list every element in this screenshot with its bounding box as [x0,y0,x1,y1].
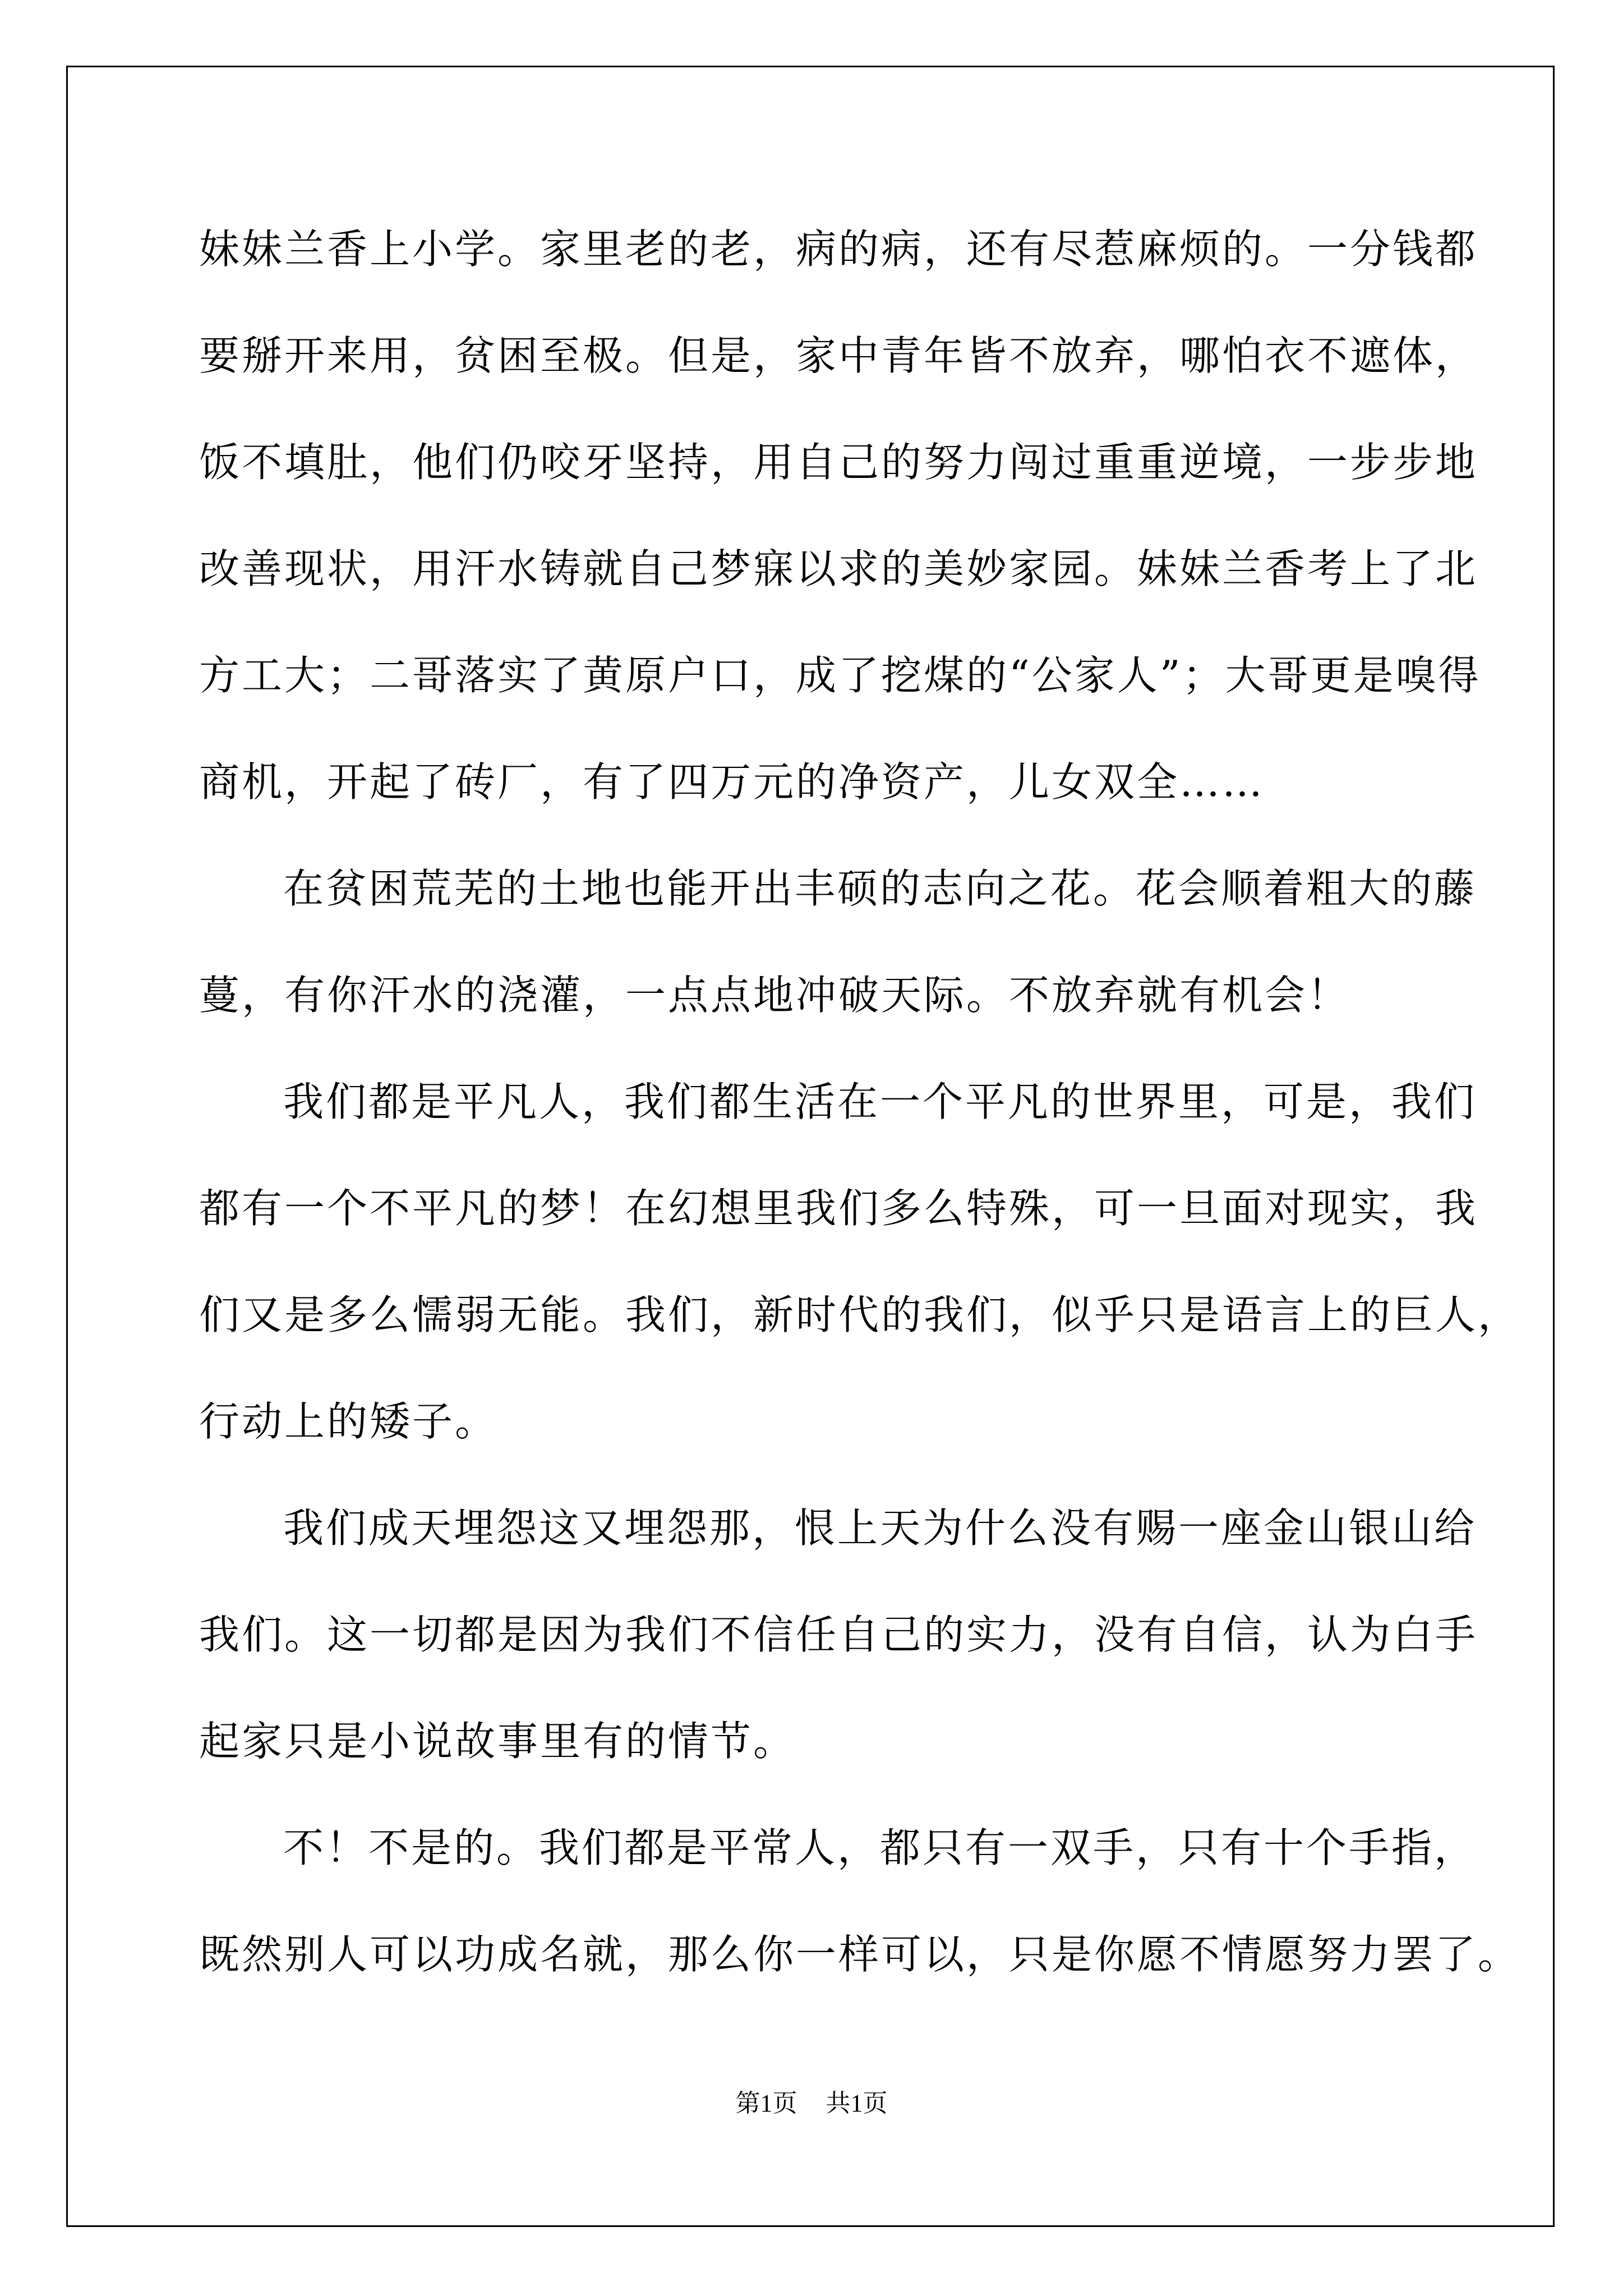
text-line: 方工大；二哥落实了黄原户口，成了挖煤的“公家人”；大哥更是嗅得 [199,652,1481,699]
text-line: 改善现状，用汗水铸就自己梦寐以求的美妙家园。妹妹兰香考上了北 [199,545,1478,592]
page-total: 共1页 [826,2090,888,2117]
text-line: 我们。这一切都是因为我们不信任自己的实力，没有自信，认为白手 [199,1611,1478,1658]
text-line: 蔓，有你汗水的浇灌，一点点地冲破天际。不放弃就有机会！ [199,972,1350,1019]
page-number: 第1页 [735,2090,797,2117]
paragraph-start-line: 我们成天埋怨这又埋怨那，恨上天为什么没有赐一座金山银山给 [283,1504,1477,1552]
text-line: 商机，开起了砖厂，有了四万元的净资产，儿女双全…… [199,758,1265,806]
text-line: 要掰开来用，贫困至极。但是，家中青年皆不放弃，哪怕衣不遮体， [199,332,1478,379]
text-line: 起家只是小说故事里有的情节。 [199,1718,796,1765]
text-line: 行动上的矮子。 [199,1398,498,1445]
text-line: 妹妹兰香上小学。家里老的老，病的病，还有尽惹麻烦的。一分钱都 [199,226,1478,273]
paragraph-start-line: 在贫困荒芜的土地也能开出丰硕的志向之花。花会顺着粗大的藤 [283,865,1477,912]
text-line: 们又是多么懦弱无能。我们，新时代的我们，似乎只是语言上的巨人， [199,1291,1521,1338]
text-line: 都有一个不平凡的梦！在幻想里我们多么特殊，可一旦面对现实，我 [199,1185,1478,1232]
paragraph-start-line: 我们都是平凡人，我们都生活在一个平凡的世界里，可是，我们 [283,1078,1477,1125]
document-body [199,215,1521,2027]
page-footer [0,2087,1623,2120]
paragraph-start-line: 不！不是的。我们都是平常人，都只有一双手，只有十个手指， [283,1824,1477,1871]
text-line: 饭不填肚，他们仍咬牙坚持，用自己的努力闯过重重逆境，一步步地 [199,439,1478,486]
text-line: 既然别人可以功成名就，那么你一样可以，只是你愿不情愿努力罢了。 [199,1931,1521,1978]
